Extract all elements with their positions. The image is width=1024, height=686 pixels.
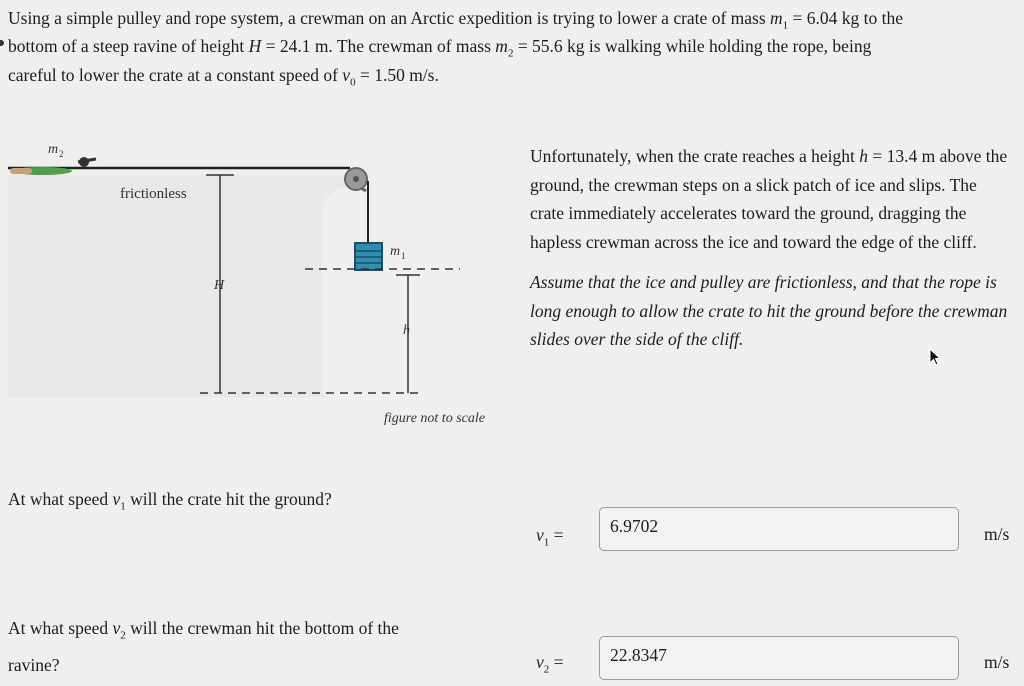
intro-line-3 [8, 61, 439, 97]
q1-text: will the crate hit the ground? [125, 489, 332, 509]
question-2 [8, 614, 438, 680]
desc-text: Unfortunately, when the crate reaches a height [530, 146, 860, 166]
figure-caption: figure not to scale [384, 411, 485, 426]
var-sub: 2 [120, 629, 126, 642]
var-v2: v [536, 652, 544, 672]
answer-1-unit: m/s [984, 524, 1010, 544]
pulley-figure [0, 135, 520, 435]
list-bullet-icon [0, 40, 4, 46]
var-v2: v [112, 618, 121, 638]
var-v0: v [342, 65, 351, 85]
scenario-paragraph [530, 142, 1010, 256]
var-sub: 1 [782, 19, 789, 32]
var-sub: 1 [120, 500, 126, 513]
intro-text: = 55.6 kg is walking while holding the rope, being [513, 36, 872, 56]
answer-1-input[interactable]: 6.9702 [599, 507, 959, 551]
label-frictionless: frictionless [120, 186, 187, 202]
q1-text: At what speed [8, 489, 113, 509]
label-m1: m [390, 244, 401, 259]
equals-sign: = [549, 525, 564, 545]
label-H: H [214, 278, 225, 293]
pulley-icon [345, 168, 367, 191]
q2-text: will the crewman hit the bottom of the ravine? [8, 618, 399, 675]
var-m1: m [770, 8, 783, 28]
assumption-paragraph: Assume that the ice and pulley are frictionless, and that the rope is long enough to allow the crate to hit the ground before the crewman slides over the side of the cliff. [530, 272, 1008, 349]
var-v1: v [536, 525, 544, 545]
intro-text: careful to lower the crate at a constant speed of [8, 65, 343, 85]
var-sub: 2 [507, 47, 514, 60]
var-m2: m [495, 36, 508, 56]
answer-2-label [536, 652, 564, 676]
cliff-block [8, 175, 355, 397]
intro-text: Using a simple pulley and rope system, a crewman on an Arctic expedition is trying to lower a crate of mass [8, 8, 771, 28]
answer-2-input[interactable]: 22.8347 [599, 636, 959, 680]
answer-1-label [536, 525, 564, 549]
label-m2-sub: 2 [59, 149, 64, 159]
intro-text: bottom of a steep ravine of height [8, 36, 249, 56]
intro-text: = 24.1 m. The crewman of mass [261, 36, 496, 56]
var-sub: 1 [543, 536, 550, 549]
answer-2-unit: m/s [984, 652, 1010, 672]
crate-icon [355, 243, 382, 270]
var-H: H [248, 36, 262, 56]
var-h: h [859, 146, 869, 166]
equals-sign: = [549, 652, 564, 672]
crewman-icon [10, 157, 96, 175]
label-m1-sub: 1 [401, 251, 406, 261]
intro-text: = 1.50 m/s. [355, 65, 439, 85]
question-1 [8, 486, 332, 520]
var-v1: v [112, 489, 121, 509]
label-m2: m [48, 142, 59, 157]
q2-text: At what speed [8, 618, 113, 638]
mouse-pointer-icon [928, 348, 942, 368]
var-sub: 2 [543, 663, 550, 676]
var-sub: 0 [350, 76, 356, 89]
intro-text: = 6.04 kg to the [788, 8, 904, 28]
desc-text: = 13.4 m above the ground, the crewman steps on a slick patch of ice and slips. The crate immediately accelerates toward the ground, dragging the hapless crewman across the ice and toward the edge of the cliff. [530, 146, 1008, 252]
label-h: h [403, 323, 410, 338]
scenario-description [530, 142, 1010, 366]
